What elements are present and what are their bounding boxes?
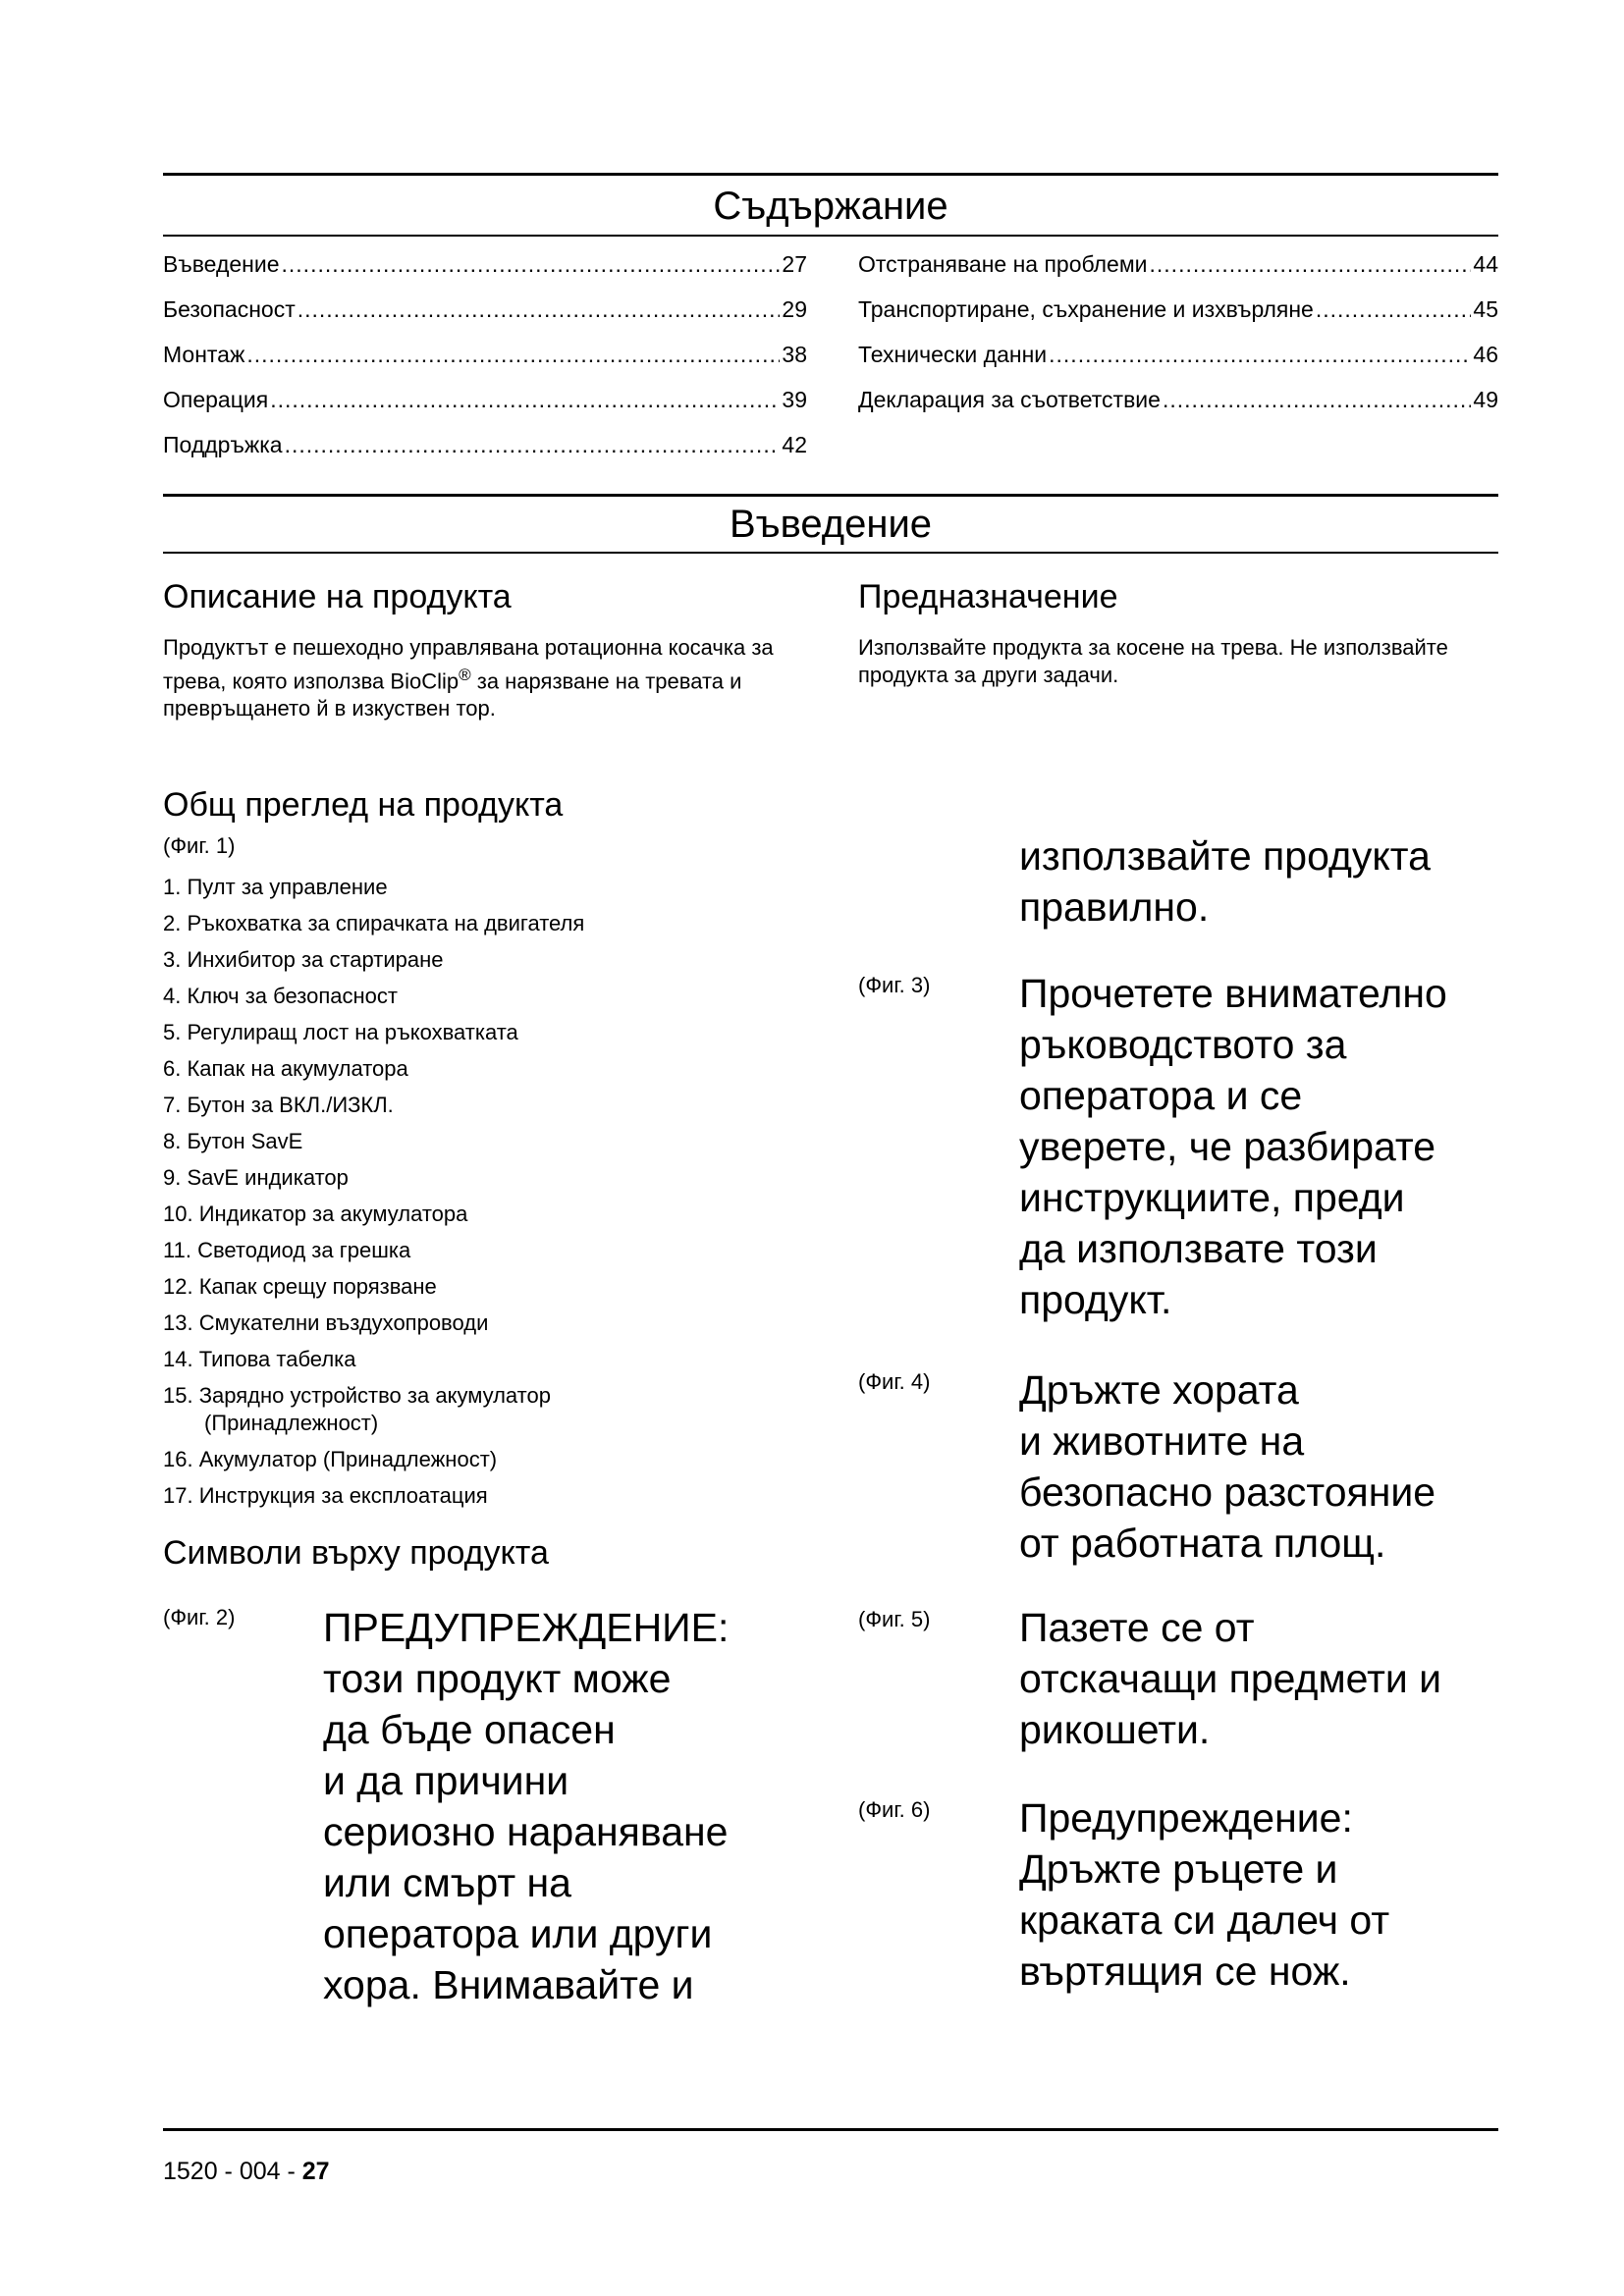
product-description-heading: Описание на продукта xyxy=(163,578,512,615)
intro-title: Въведение xyxy=(729,503,933,546)
text-line: оператора или други xyxy=(323,1911,713,1956)
toc-leader xyxy=(1316,294,1472,324)
toc-entry-title: Поддръжка xyxy=(163,432,283,457)
toc-entry-page: 27 xyxy=(782,251,807,277)
list-item: 16. Акумулатор (Принадлежност) xyxy=(163,1447,498,1471)
text-line: ръководството за xyxy=(1019,1022,1347,1067)
product-description-text-end: за нарязване на тревата и превръщането й в изкуствен тор. xyxy=(163,668,742,721)
text-line: Предупреждение: xyxy=(1019,1795,1353,1841)
toc-entry-page: 42 xyxy=(782,432,807,457)
list-item-continuation: (Принадлежност) xyxy=(204,1411,379,1435)
thrown-objects-symbol-text xyxy=(1019,1602,1441,1755)
fig-2-ref: (Фиг. 2) xyxy=(163,1605,236,1629)
read-manual-symbol-text xyxy=(1019,968,1447,1325)
fig-3-ref: (Фиг. 3) xyxy=(858,973,931,997)
product-description-text-start: Продуктът е пешеходно управлявана ротационна косачка за трева, която използва BioClip xyxy=(163,635,774,694)
toc-entry[interactable] xyxy=(163,294,807,340)
text-line: въртящия се нож. xyxy=(1019,1949,1351,1994)
list-item: 17. Инструкция за експлоатация xyxy=(163,1483,488,1508)
toc-entry[interactable] xyxy=(858,340,1498,385)
text-line: рикошети. xyxy=(1019,1707,1211,1752)
fig-4-ref: (Фиг. 4) xyxy=(858,1369,931,1394)
warning-symbol-text xyxy=(323,1602,729,2010)
text-line: сериозно нараняване xyxy=(323,1809,729,1854)
toc-entry-title: Безопасност xyxy=(163,296,296,322)
text-line: краката си далеч от xyxy=(1019,1897,1390,1943)
product-overview-heading: Общ преглед на продукта xyxy=(163,786,564,824)
toc-entry[interactable] xyxy=(163,430,807,475)
toc-entry[interactable] xyxy=(858,249,1498,294)
list-item-text: 15. Зарядно устройство за акумулатор xyxy=(163,1383,551,1408)
text-line: инструкциите, преди xyxy=(1019,1175,1405,1220)
warning-symbol-text-continued xyxy=(1019,830,1431,933)
text-line: да използвате този xyxy=(1019,1226,1378,1271)
toc-leader xyxy=(1163,385,1471,414)
keep-distance-symbol-text xyxy=(1019,1364,1435,1569)
text-line: и да причини xyxy=(323,1758,569,1803)
toc-leader xyxy=(285,430,781,459)
toc-entry-title: Технически данни xyxy=(858,342,1048,367)
text-line: отскачащи предмети и xyxy=(1019,1656,1442,1701)
intro-bottom-rule xyxy=(163,552,1498,554)
registered-mark: ® xyxy=(459,666,471,684)
toc-entry-page: 49 xyxy=(1473,387,1498,412)
intro-top-rule xyxy=(163,494,1498,497)
toc-leader xyxy=(298,294,781,324)
text-line: или смърт на xyxy=(323,1860,571,1905)
page-number: 27 xyxy=(301,2158,330,2185)
list-item: 8. Бутон SavE xyxy=(163,1129,303,1153)
toc-entry-page: 39 xyxy=(782,387,807,412)
list-item: 7. Бутон за ВКЛ./ИЗКЛ. xyxy=(163,1093,394,1117)
toc-leader xyxy=(1150,249,1472,279)
list-item: 14. Типова табелка xyxy=(163,1347,356,1371)
fig-5-ref: (Фиг. 5) xyxy=(858,1607,931,1631)
toc-entry-page: 38 xyxy=(782,342,807,367)
toc-left-column xyxy=(163,249,807,475)
list-item: 12. Капак срещу порязване xyxy=(163,1274,437,1299)
text-line: използвайте продукта xyxy=(1019,833,1431,879)
list-item: 1. Пулт за управление xyxy=(163,875,388,899)
list-item: 13. Смукателни въздухопроводи xyxy=(163,1310,489,1335)
text-line: Прочетете внимателно xyxy=(1019,971,1447,1016)
product-overview-list xyxy=(163,874,811,1519)
toc-entry-page: 46 xyxy=(1473,342,1498,367)
product-description-text xyxy=(163,634,811,722)
toc-entry-title: Транспортиране, съхранение и изхвърляне xyxy=(858,296,1314,322)
toc-entry[interactable] xyxy=(858,385,1498,430)
toc-bottom-rule xyxy=(163,235,1498,237)
toc-entry-page: 45 xyxy=(1473,296,1498,322)
text-line: Дръжте ръцете и xyxy=(1019,1846,1338,1892)
toc-entry-title: Въведение xyxy=(163,251,280,277)
text-line: този продукт може xyxy=(323,1656,672,1701)
toc-entry[interactable] xyxy=(163,385,807,430)
list-item: 11. Светодиод за грешка xyxy=(163,1238,411,1262)
intended-use-heading: Предназначение xyxy=(858,578,1118,615)
text-line: от работната площ. xyxy=(1019,1521,1386,1566)
toc-entry-page: 44 xyxy=(1473,251,1498,277)
toc-entry[interactable] xyxy=(858,294,1498,340)
rotating-blade-symbol-text xyxy=(1019,1792,1389,1997)
toc-entry[interactable] xyxy=(163,249,807,294)
intended-use-text: Използвайте продукта за косене на трева. Не използвайте продукта за други задачи. xyxy=(858,635,1448,687)
toc-title: Съдържание xyxy=(713,185,948,228)
toc-leader xyxy=(270,385,780,414)
toc-leader xyxy=(246,340,780,369)
toc-entry-title: Декларация за съответствие xyxy=(858,387,1161,412)
list-item: 9. SavE индикатор xyxy=(163,1165,349,1190)
text-line: продукт. xyxy=(1019,1277,1172,1322)
toc-right-column xyxy=(858,249,1498,430)
toc-entry-title: Операция xyxy=(163,387,269,412)
toc-entry-title: Отстраняване на проблеми xyxy=(858,251,1148,277)
fig-1-ref: (Фиг. 1) xyxy=(163,833,236,858)
list-item: 2. Ръкохватка за спирачката на двигателя xyxy=(163,911,585,935)
page-footer xyxy=(163,2157,330,2186)
list-item: 10. Индикатор за акумулатора xyxy=(163,1201,468,1226)
symbols-heading: Символи върху продукта xyxy=(163,1534,549,1572)
text-line: Дръжте хората xyxy=(1019,1367,1299,1413)
toc-entry-page: 29 xyxy=(782,296,807,322)
document-code: 1520 - 004 - xyxy=(163,2158,302,2185)
toc-entry[interactable] xyxy=(163,340,807,385)
text-line: правилно. xyxy=(1019,884,1210,930)
footer-rule xyxy=(163,2128,1498,2131)
list-item: 6. Капак на акумулатора xyxy=(163,1056,408,1081)
list-item: 5. Регулиращ лост на ръкохватката xyxy=(163,1020,518,1044)
text-line: хора. Внимавайте и xyxy=(323,1962,694,2007)
list-item xyxy=(163,1382,811,1437)
toc-top-rule xyxy=(163,173,1498,176)
fig-6-ref: (Фиг. 6) xyxy=(858,1797,931,1822)
toc-entry-title: Монтаж xyxy=(163,342,245,367)
toc-leader xyxy=(282,249,781,279)
text-line: Пазете се от xyxy=(1019,1605,1255,1650)
list-item: 3. Инхибитор за стартиране xyxy=(163,947,444,972)
text-line: безопасно разстояние xyxy=(1019,1469,1436,1515)
text-line: оператора и се xyxy=(1019,1073,1303,1118)
text-line: ПРЕДУПРЕЖДЕНИЕ: xyxy=(323,1605,730,1650)
text-line: уверете, че разбирате xyxy=(1019,1124,1436,1169)
text-line: и животните на xyxy=(1019,1418,1305,1464)
toc-leader xyxy=(1049,340,1471,369)
list-item: 4. Ключ за безопасност xyxy=(163,984,398,1008)
text-line: да бъде опасен xyxy=(323,1707,616,1752)
